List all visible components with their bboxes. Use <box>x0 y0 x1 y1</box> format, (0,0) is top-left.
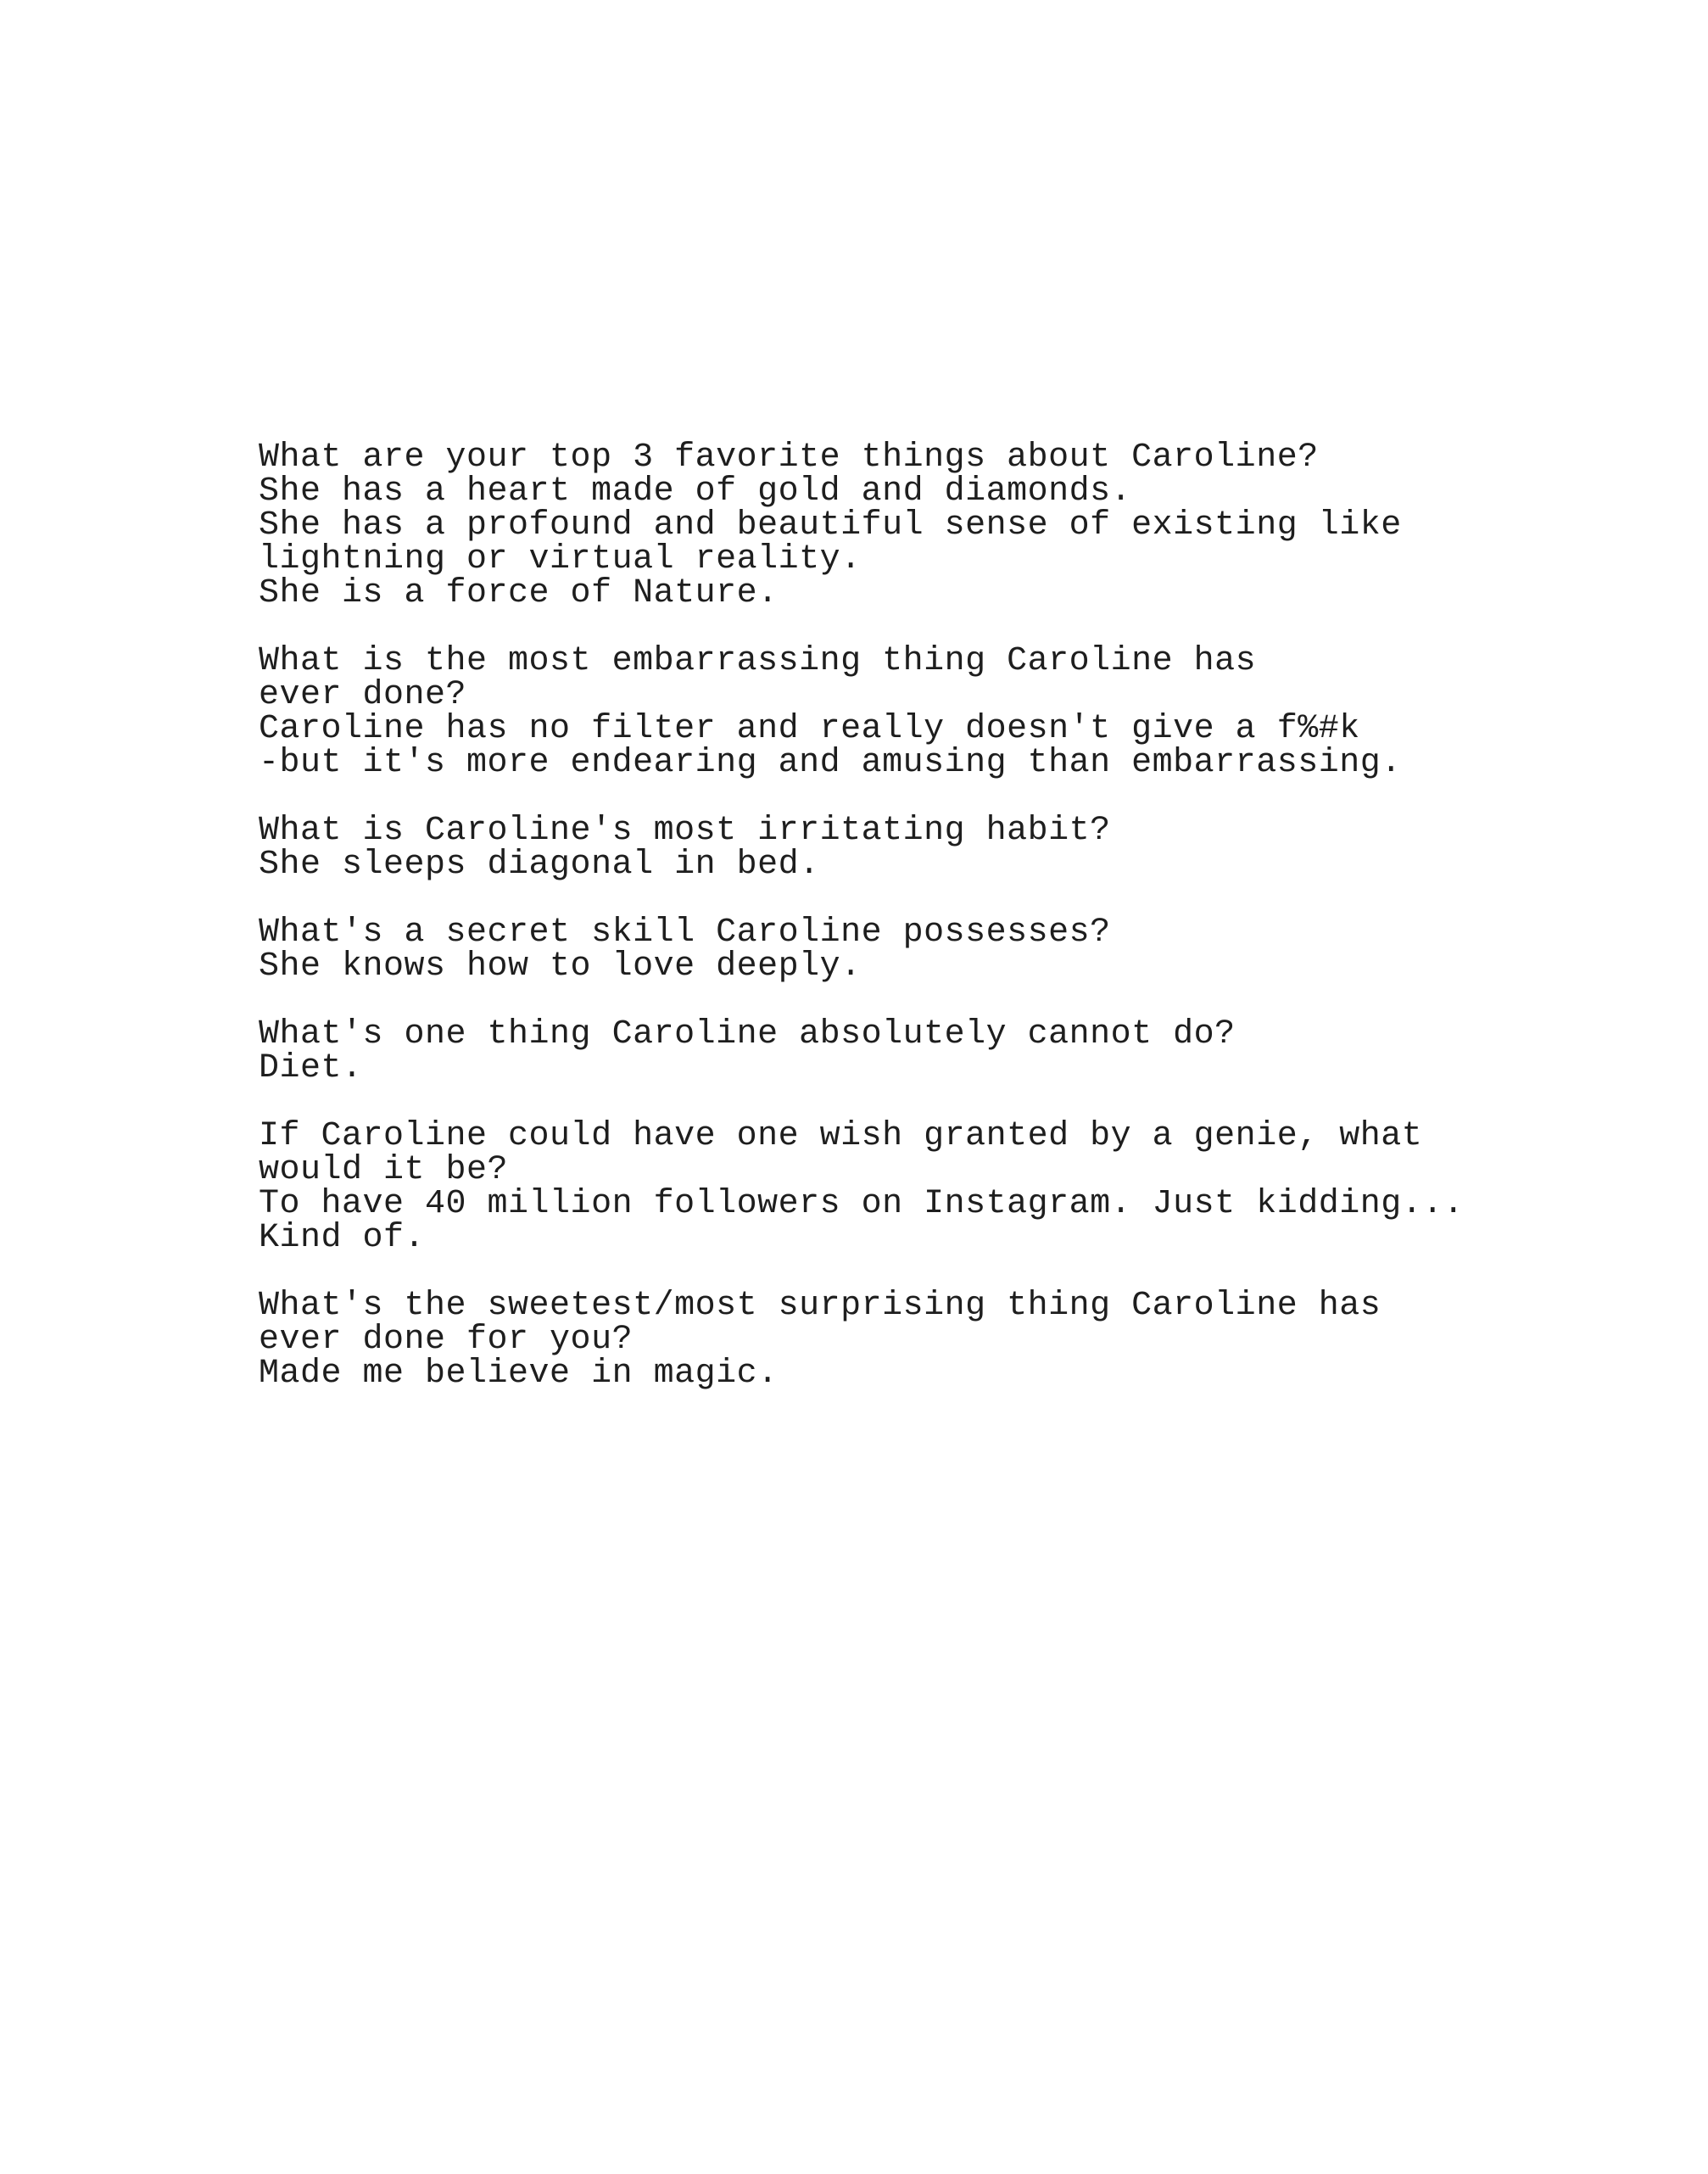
qa-section-cannot-do <box>259 1015 1700 1087</box>
answer-line: To have 40 million followers on Instagram. Just kidding... <box>259 1185 1465 1223</box>
qa-section-secret-skill <box>259 916 1700 984</box>
answer-line: lightning or virtual reality. <box>259 540 862 578</box>
qa-section-embarrassing-thing <box>259 642 1700 782</box>
answer-line: -but it's more endearing and amusing than embarrassing. <box>259 744 1402 782</box>
answer-line: She has a profound and beautiful sense of existing like <box>259 506 1402 545</box>
answer-line: She is a force of Nature. <box>259 574 779 612</box>
question-line: would it be? <box>259 1151 509 1189</box>
question-line: ever done for you? <box>259 1321 634 1359</box>
question-line: What is the most embarrassing thing Caroline has <box>259 642 1257 680</box>
question-line: ever done? <box>259 676 467 714</box>
answer-line: Made me believe in magic. <box>259 1355 779 1393</box>
qa-section-favorite-things <box>259 441 1700 611</box>
qa-section-sweetest-thing <box>259 1289 1700 1391</box>
answer-line: Caroline has no filter and really doesn't give a f%#k <box>259 710 1360 748</box>
question-line: What are your top 3 favorite things about Caroline? <box>259 439 1319 477</box>
question-line: What's one thing Caroline absolutely cannot do? <box>259 1015 1236 1053</box>
answer-line: Diet. <box>259 1049 363 1087</box>
question-line: If Caroline could have one wish granted by a genie, what <box>259 1117 1423 1155</box>
qa-section-genie-wish <box>259 1117 1700 1257</box>
answer-line: Kind of. <box>259 1219 426 1257</box>
qa-section-irritating-habit <box>259 814 1700 882</box>
question-line: What is Caroline's most irritating habit? <box>259 812 1111 850</box>
typed-text-block <box>259 441 1700 1425</box>
answer-line: She has a heart made of gold and diamonds. <box>259 472 1132 511</box>
question-line: What's a secret skill Caroline possesses? <box>259 914 1111 952</box>
question-line: What's the sweetest/most surprising thing Caroline has <box>259 1287 1381 1325</box>
answer-line: She knows how to love deeply. <box>259 947 862 986</box>
answer-line: She sleeps diagonal in bed. <box>259 846 820 884</box>
